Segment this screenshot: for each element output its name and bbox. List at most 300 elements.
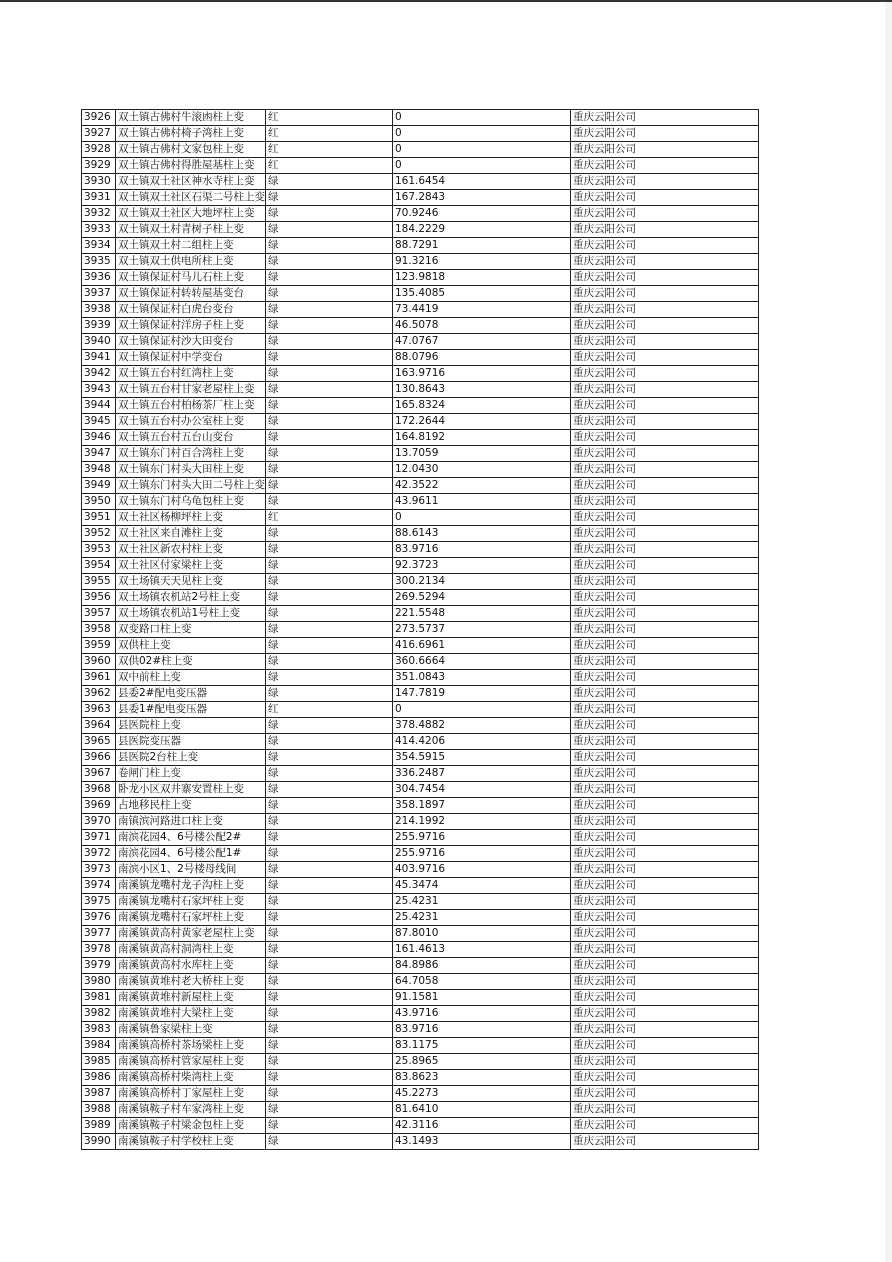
- company-cell: 重庆云阳公司: [571, 590, 759, 606]
- status-color-cell: 绿: [266, 1022, 393, 1038]
- transformer-name-cell: 南溪镇高桥村茶场梁柱上变: [116, 1038, 266, 1054]
- company-cell: 重庆云阳公司: [571, 718, 759, 734]
- table-row: [82, 702, 759, 718]
- transformer-name-cell: 南溪镇鲁家梁柱上变: [116, 1022, 266, 1038]
- value-cell: 414.4206: [393, 734, 571, 750]
- transformer-name-cell: 双土镇双土社区神水寺柱上变: [116, 174, 266, 190]
- status-color-cell: 绿: [266, 350, 393, 366]
- status-color-cell: 绿: [266, 222, 393, 238]
- status-color-cell: 绿: [266, 526, 393, 542]
- row-id-cell: 3944: [82, 398, 116, 414]
- company-cell: 重庆云阳公司: [571, 462, 759, 478]
- table-row: [82, 590, 759, 606]
- company-cell: 重庆云阳公司: [571, 654, 759, 670]
- status-color-cell: 绿: [266, 1070, 393, 1086]
- transformer-name-cell: 南溪镇龙嘴村石家坪柱上变: [116, 894, 266, 910]
- status-color-cell: 红: [266, 510, 393, 526]
- transformer-name-cell: 双土镇古佛村牛滚凼柱上变: [116, 110, 266, 126]
- row-id-cell: 3930: [82, 174, 116, 190]
- company-cell: 重庆云阳公司: [571, 878, 759, 894]
- status-color-cell: 绿: [266, 542, 393, 558]
- row-id-cell: 3987: [82, 1086, 116, 1102]
- transformer-name-cell: 双变路口柱上变: [116, 622, 266, 638]
- status-color-cell: 红: [266, 110, 393, 126]
- transformer-table: [81, 109, 759, 1150]
- company-cell: 重庆云阳公司: [571, 142, 759, 158]
- row-id-cell: 3963: [82, 702, 116, 718]
- row-id-cell: 3940: [82, 334, 116, 350]
- transformer-name-cell: 双土镇东门村头大田柱上变: [116, 462, 266, 478]
- company-cell: 重庆云阳公司: [571, 1070, 759, 1086]
- row-id-cell: 3983: [82, 1022, 116, 1038]
- value-cell: 43.1493: [393, 1134, 571, 1150]
- company-cell: 重庆云阳公司: [571, 862, 759, 878]
- status-color-cell: 绿: [266, 590, 393, 606]
- company-cell: 重庆云阳公司: [571, 318, 759, 334]
- value-cell: 87.8010: [393, 926, 571, 942]
- row-id-cell: 3986: [82, 1070, 116, 1086]
- company-cell: 重庆云阳公司: [571, 702, 759, 718]
- table-row: [82, 366, 759, 382]
- status-color-cell: 红: [266, 126, 393, 142]
- status-color-cell: 绿: [266, 862, 393, 878]
- row-id-cell: 3961: [82, 670, 116, 686]
- value-cell: 12.0430: [393, 462, 571, 478]
- row-id-cell: 3942: [82, 366, 116, 382]
- company-cell: 重庆云阳公司: [571, 478, 759, 494]
- company-cell: 重庆云阳公司: [571, 1134, 759, 1150]
- company-cell: 重庆云阳公司: [571, 350, 759, 366]
- table-row: [82, 606, 759, 622]
- transformer-name-cell: 南溪镇高桥村管家屋柱上变: [116, 1054, 266, 1070]
- company-cell: 重庆云阳公司: [571, 254, 759, 270]
- table-row: [82, 382, 759, 398]
- transformer-name-cell: 南滨花园4、6号楼公配1#: [116, 846, 266, 862]
- row-id-cell: 3968: [82, 782, 116, 798]
- company-cell: 重庆云阳公司: [571, 670, 759, 686]
- row-id-cell: 3962: [82, 686, 116, 702]
- value-cell: 25.4231: [393, 894, 571, 910]
- status-color-cell: 绿: [266, 606, 393, 622]
- table-row: [82, 766, 759, 782]
- table-row: [82, 654, 759, 670]
- status-color-cell: 绿: [266, 174, 393, 190]
- company-cell: 重庆云阳公司: [571, 1054, 759, 1070]
- company-cell: 重庆云阳公司: [571, 846, 759, 862]
- row-id-cell: 3978: [82, 942, 116, 958]
- row-id-cell: 3982: [82, 1006, 116, 1022]
- transformer-name-cell: 南溪镇黄高村水库柱上变: [116, 958, 266, 974]
- status-color-cell: 绿: [266, 718, 393, 734]
- status-color-cell: 绿: [266, 750, 393, 766]
- status-color-cell: 绿: [266, 462, 393, 478]
- status-color-cell: 绿: [266, 830, 393, 846]
- table-body: [82, 110, 759, 1150]
- status-color-cell: 红: [266, 158, 393, 174]
- status-color-cell: 绿: [266, 558, 393, 574]
- company-cell: 重庆云阳公司: [571, 1006, 759, 1022]
- company-cell: 重庆云阳公司: [571, 334, 759, 350]
- row-id-cell: 3941: [82, 350, 116, 366]
- table-row: [82, 126, 759, 142]
- row-id-cell: 3954: [82, 558, 116, 574]
- status-color-cell: 绿: [266, 638, 393, 654]
- value-cell: 25.4231: [393, 910, 571, 926]
- table-row: [82, 1118, 759, 1134]
- transformer-name-cell: 南溪镇高桥村柴湾柱上变: [116, 1070, 266, 1086]
- transformer-name-cell: 双土镇保证村转转屋基变台: [116, 286, 266, 302]
- company-cell: 重庆云阳公司: [571, 414, 759, 430]
- value-cell: 43.9611: [393, 494, 571, 510]
- row-id-cell: 3977: [82, 926, 116, 942]
- transformer-name-cell: 双土镇双土村二组柱上变: [116, 238, 266, 254]
- table-row: [82, 958, 759, 974]
- table-row: [82, 478, 759, 494]
- transformer-name-cell: 卷闸门柱上变: [116, 766, 266, 782]
- value-cell: 164.8192: [393, 430, 571, 446]
- table-row: [82, 510, 759, 526]
- table-row: [82, 398, 759, 414]
- transformer-name-cell: 县医院柱上变: [116, 718, 266, 734]
- row-id-cell: 3972: [82, 846, 116, 862]
- transformer-name-cell: 双土镇保证村中学变台: [116, 350, 266, 366]
- company-cell: 重庆云阳公司: [571, 126, 759, 142]
- row-id-cell: 3935: [82, 254, 116, 270]
- row-id-cell: 3990: [82, 1134, 116, 1150]
- row-id-cell: 3960: [82, 654, 116, 670]
- status-color-cell: 红: [266, 142, 393, 158]
- value-cell: 123.9818: [393, 270, 571, 286]
- value-cell: 403.9716: [393, 862, 571, 878]
- status-color-cell: 绿: [266, 334, 393, 350]
- row-id-cell: 3948: [82, 462, 116, 478]
- value-cell: 83.1175: [393, 1038, 571, 1054]
- table-row: [82, 526, 759, 542]
- table-row: [82, 174, 759, 190]
- status-color-cell: 绿: [266, 254, 393, 270]
- table-row: [82, 414, 759, 430]
- value-cell: 304.7454: [393, 782, 571, 798]
- row-id-cell: 3975: [82, 894, 116, 910]
- status-color-cell: 绿: [266, 206, 393, 222]
- status-color-cell: 绿: [266, 1038, 393, 1054]
- value-cell: 0: [393, 126, 571, 142]
- row-id-cell: 3965: [82, 734, 116, 750]
- status-color-cell: 绿: [266, 894, 393, 910]
- transformer-name-cell: 南滨小区1、2号楼母线间: [116, 862, 266, 878]
- row-id-cell: 3976: [82, 910, 116, 926]
- table-row: [82, 638, 759, 654]
- row-id-cell: 3955: [82, 574, 116, 590]
- company-cell: 重庆云阳公司: [571, 798, 759, 814]
- row-id-cell: 3958: [82, 622, 116, 638]
- value-cell: 360.6664: [393, 654, 571, 670]
- transformer-name-cell: 双土社区新农村柱上变: [116, 542, 266, 558]
- status-color-cell: 绿: [266, 670, 393, 686]
- value-cell: 172.2644: [393, 414, 571, 430]
- status-color-cell: 绿: [266, 318, 393, 334]
- table-row: [82, 1022, 759, 1038]
- value-cell: 167.2843: [393, 190, 571, 206]
- transformer-name-cell: 双土镇保证村洋房子柱上变: [116, 318, 266, 334]
- company-cell: 重庆云阳公司: [571, 558, 759, 574]
- company-cell: 重庆云阳公司: [571, 366, 759, 382]
- value-cell: 25.8965: [393, 1054, 571, 1070]
- transformer-name-cell: 双土镇双土社区大地坪柱上变: [116, 206, 266, 222]
- transformer-name-cell: 南溪镇鞍子村车家湾柱上变: [116, 1102, 266, 1118]
- transformer-name-cell: 双土镇古佛村得胜屋基柱上变: [116, 158, 266, 174]
- transformer-name-cell: 双中前柱上变: [116, 670, 266, 686]
- transformer-name-cell: 双土镇五台村五台山变台: [116, 430, 266, 446]
- status-color-cell: 绿: [266, 494, 393, 510]
- status-color-cell: 绿: [266, 286, 393, 302]
- transformer-name-cell: 双土镇东门村乌龟包柱上变: [116, 494, 266, 510]
- row-id-cell: 3952: [82, 526, 116, 542]
- table-row: [82, 718, 759, 734]
- table-row: [82, 142, 759, 158]
- transformer-name-cell: 南滨花园4、6号楼公配2#: [116, 830, 266, 846]
- row-id-cell: 3938: [82, 302, 116, 318]
- company-cell: 重庆云阳公司: [571, 750, 759, 766]
- status-color-cell: 绿: [266, 926, 393, 942]
- transformer-name-cell: 双土镇双土村青树子柱上变: [116, 222, 266, 238]
- status-color-cell: 绿: [266, 238, 393, 254]
- value-cell: 147.7819: [393, 686, 571, 702]
- value-cell: 64.7058: [393, 974, 571, 990]
- row-id-cell: 3943: [82, 382, 116, 398]
- company-cell: 重庆云阳公司: [571, 1086, 759, 1102]
- value-cell: 354.5915: [393, 750, 571, 766]
- company-cell: 重庆云阳公司: [571, 1102, 759, 1118]
- transformer-name-cell: 双土社区付家梁柱上变: [116, 558, 266, 574]
- table-row: [82, 1038, 759, 1054]
- status-color-cell: 绿: [266, 782, 393, 798]
- row-id-cell: 3947: [82, 446, 116, 462]
- value-cell: 336.2487: [393, 766, 571, 782]
- table-row: [82, 1070, 759, 1086]
- company-cell: 重庆云阳公司: [571, 286, 759, 302]
- status-color-cell: 绿: [266, 958, 393, 974]
- transformer-name-cell: 双土镇双土供电所柱上变: [116, 254, 266, 270]
- value-cell: 221.5548: [393, 606, 571, 622]
- status-color-cell: 绿: [266, 846, 393, 862]
- value-cell: 255.9716: [393, 846, 571, 862]
- table-row: [82, 990, 759, 1006]
- table-row: [82, 238, 759, 254]
- table-row: [82, 734, 759, 750]
- value-cell: 45.3474: [393, 878, 571, 894]
- row-id-cell: 3928: [82, 142, 116, 158]
- company-cell: 重庆云阳公司: [571, 894, 759, 910]
- company-cell: 重庆云阳公司: [571, 270, 759, 286]
- table-row: [82, 686, 759, 702]
- value-cell: 91.1581: [393, 990, 571, 1006]
- table-row: [82, 878, 759, 894]
- table-row: [82, 574, 759, 590]
- table-row: [82, 350, 759, 366]
- row-id-cell: 3949: [82, 478, 116, 494]
- value-cell: 0: [393, 142, 571, 158]
- value-cell: 84.8986: [393, 958, 571, 974]
- status-color-cell: 绿: [266, 686, 393, 702]
- row-id-cell: 3979: [82, 958, 116, 974]
- status-color-cell: 绿: [266, 414, 393, 430]
- transformer-name-cell: 南溪镇黄高村黄家老屋柱上变: [116, 926, 266, 942]
- row-id-cell: 3929: [82, 158, 116, 174]
- transformer-name-cell: 县医院2台柱上变: [116, 750, 266, 766]
- company-cell: 重庆云阳公司: [571, 526, 759, 542]
- row-id-cell: 3933: [82, 222, 116, 238]
- transformer-name-cell: 双土镇五台村办公室柱上变: [116, 414, 266, 430]
- status-color-cell: 红: [266, 702, 393, 718]
- table-row: [82, 1006, 759, 1022]
- row-id-cell: 3931: [82, 190, 116, 206]
- transformer-name-cell: 占地移民柱上变: [116, 798, 266, 814]
- table-row: [82, 942, 759, 958]
- value-cell: 161.4613: [393, 942, 571, 958]
- company-cell: 重庆云阳公司: [571, 1038, 759, 1054]
- table-row: [82, 814, 759, 830]
- table-row: [82, 286, 759, 302]
- transformer-name-cell: 双土社区杨柳坪柱上变: [116, 510, 266, 526]
- value-cell: 88.0796: [393, 350, 571, 366]
- company-cell: 重庆云阳公司: [571, 830, 759, 846]
- table-row: [82, 110, 759, 126]
- company-cell: 重庆云阳公司: [571, 974, 759, 990]
- value-cell: 184.2229: [393, 222, 571, 238]
- company-cell: 重庆云阳公司: [571, 766, 759, 782]
- value-cell: 88.6143: [393, 526, 571, 542]
- value-cell: 416.6961: [393, 638, 571, 654]
- status-color-cell: 绿: [266, 446, 393, 462]
- status-color-cell: 绿: [266, 270, 393, 286]
- table-row: [82, 254, 759, 270]
- transformer-name-cell: 南溪镇黄堆村新屋柱上变: [116, 990, 266, 1006]
- transformer-name-cell: 双土镇保证村马儿石柱上变: [116, 270, 266, 286]
- value-cell: 130.8643: [393, 382, 571, 398]
- status-color-cell: 绿: [266, 734, 393, 750]
- row-id-cell: 3951: [82, 510, 116, 526]
- transformer-name-cell: 县委1#配电变压器: [116, 702, 266, 718]
- value-cell: 378.4882: [393, 718, 571, 734]
- transformer-name-cell: 南溪镇鞍子村学校柱上变: [116, 1134, 266, 1150]
- transformer-name-cell: 双土场镇农机站1号柱上变: [116, 606, 266, 622]
- table-row: [82, 1086, 759, 1102]
- table-row: [82, 558, 759, 574]
- status-color-cell: 绿: [266, 478, 393, 494]
- value-cell: 91.3216: [393, 254, 571, 270]
- value-cell: 42.3116: [393, 1118, 571, 1134]
- table-row: [82, 1102, 759, 1118]
- transformer-name-cell: 南溪镇高桥村丁家屋柱上变: [116, 1086, 266, 1102]
- company-cell: 重庆云阳公司: [571, 990, 759, 1006]
- company-cell: 重庆云阳公司: [571, 574, 759, 590]
- row-id-cell: 3988: [82, 1102, 116, 1118]
- company-cell: 重庆云阳公司: [571, 942, 759, 958]
- value-cell: 163.9716: [393, 366, 571, 382]
- status-color-cell: 绿: [266, 1118, 393, 1134]
- status-color-cell: 绿: [266, 814, 393, 830]
- transformer-name-cell: 双土镇五台村甘家老屋柱上变: [116, 382, 266, 398]
- company-cell: 重庆云阳公司: [571, 542, 759, 558]
- company-cell: 重庆云阳公司: [571, 638, 759, 654]
- status-color-cell: 绿: [266, 942, 393, 958]
- table-row: [82, 926, 759, 942]
- row-id-cell: 3989: [82, 1118, 116, 1134]
- table-row: [82, 974, 759, 990]
- row-id-cell: 3950: [82, 494, 116, 510]
- company-cell: 重庆云阳公司: [571, 782, 759, 798]
- value-cell: 47.0767: [393, 334, 571, 350]
- table-row: [82, 494, 759, 510]
- table-row: [82, 190, 759, 206]
- table-row: [82, 1134, 759, 1150]
- company-cell: 重庆云阳公司: [571, 110, 759, 126]
- row-id-cell: 3939: [82, 318, 116, 334]
- transformer-name-cell: 南溪镇龙嘴村石家坪柱上变: [116, 910, 266, 926]
- transformer-name-cell: 双土镇保证村沙大田变台: [116, 334, 266, 350]
- table-row: [82, 206, 759, 222]
- table-row: [82, 430, 759, 446]
- status-color-cell: 绿: [266, 654, 393, 670]
- company-cell: 重庆云阳公司: [571, 302, 759, 318]
- company-cell: 重庆云阳公司: [571, 446, 759, 462]
- row-id-cell: 3926: [82, 110, 116, 126]
- transformer-name-cell: 双土镇五台村柏杨茶厂柱上变: [116, 398, 266, 414]
- table-row: [82, 446, 759, 462]
- value-cell: 83.9716: [393, 1022, 571, 1038]
- transformer-name-cell: 双土镇东门村头大田二号柱上变: [116, 478, 266, 494]
- row-id-cell: 3957: [82, 606, 116, 622]
- value-cell: 83.9716: [393, 542, 571, 558]
- row-id-cell: 3964: [82, 718, 116, 734]
- table-row: [82, 270, 759, 286]
- value-cell: 0: [393, 702, 571, 718]
- value-cell: 13.7059: [393, 446, 571, 462]
- value-cell: 300.2134: [393, 574, 571, 590]
- row-id-cell: 3966: [82, 750, 116, 766]
- row-id-cell: 3981: [82, 990, 116, 1006]
- table-row: [82, 798, 759, 814]
- value-cell: 46.5078: [393, 318, 571, 334]
- table-row: [82, 622, 759, 638]
- value-cell: 358.1897: [393, 798, 571, 814]
- transformer-name-cell: 南镇滨河路进口柱上变: [116, 814, 266, 830]
- status-color-cell: 绿: [266, 766, 393, 782]
- status-color-cell: 绿: [266, 1006, 393, 1022]
- row-id-cell: 3970: [82, 814, 116, 830]
- table-row: [82, 830, 759, 846]
- transformer-name-cell: 县委2#配电变压器: [116, 686, 266, 702]
- page-top-border: [0, 0, 892, 2]
- status-color-cell: 绿: [266, 1086, 393, 1102]
- page-right-margin: [885, 2, 892, 1262]
- status-color-cell: 绿: [266, 382, 393, 398]
- transformer-name-cell: 双土镇古佛村文家包柱上变: [116, 142, 266, 158]
- value-cell: 255.9716: [393, 830, 571, 846]
- table-row: [82, 334, 759, 350]
- value-cell: 0: [393, 158, 571, 174]
- row-id-cell: 3936: [82, 270, 116, 286]
- transformer-name-cell: 南溪镇黄堆村大梁柱上变: [116, 1006, 266, 1022]
- transformer-name-cell: 南溪镇黄堆村老大桥柱上变: [116, 974, 266, 990]
- status-color-cell: 绿: [266, 574, 393, 590]
- value-cell: 70.9246: [393, 206, 571, 222]
- status-color-cell: 绿: [266, 990, 393, 1006]
- status-color-cell: 绿: [266, 910, 393, 926]
- value-cell: 73.4419: [393, 302, 571, 318]
- transformer-name-cell: 南溪镇龙嘴村龙子沟柱上变: [116, 878, 266, 894]
